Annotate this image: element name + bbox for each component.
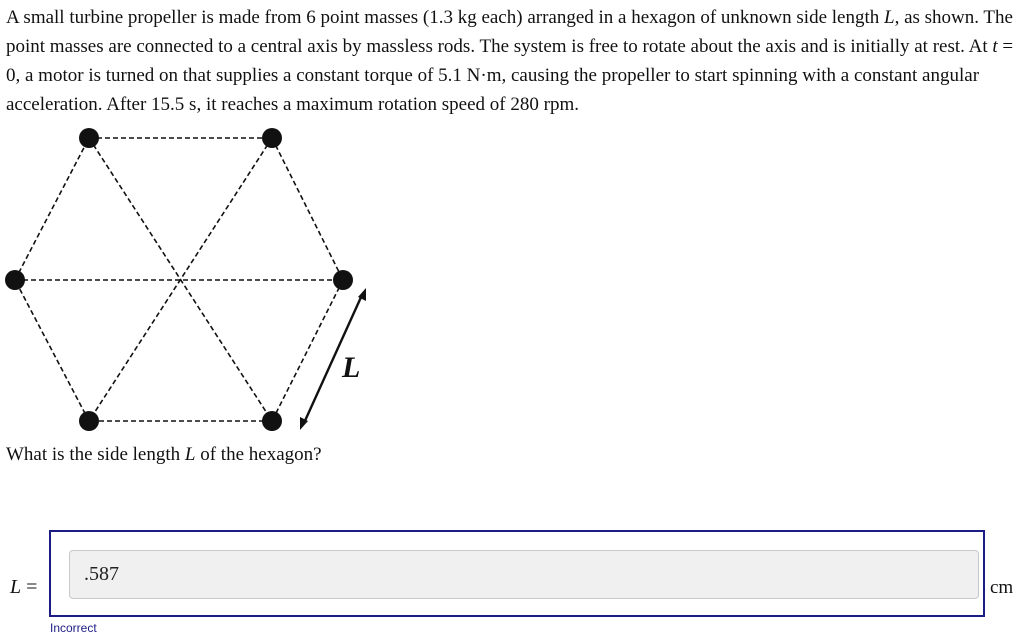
question-text xyxy=(6,440,322,469)
feedback-incorrect: Incorrect xyxy=(50,621,97,635)
hexagon-edge xyxy=(272,280,343,421)
problem-text-part3: = 0, a motor is turned on that supplies a constant torque of 5.1 N·m, causing the propeller to start spinning with a constant angular acceleration. After 15.5 s, it reaches a maximum rotation speed of 280 rpm. xyxy=(6,36,1014,115)
answer-label-var: L xyxy=(10,576,22,598)
point-mass xyxy=(262,128,282,148)
problem-var-L: L xyxy=(884,7,895,28)
problem-text-part1: A small turbine propeller is made from 6 point masses (1.3 kg each) arranged in a hexagon of unknown side length xyxy=(6,7,884,28)
problem-text xyxy=(6,3,1020,119)
question-var-L: L xyxy=(184,444,196,465)
hexagon-edge xyxy=(272,138,343,280)
point-mass xyxy=(5,270,25,290)
question-text-part1: What is the side length xyxy=(6,444,185,465)
answer-box xyxy=(49,530,985,617)
answer-input[interactable] xyxy=(69,550,979,599)
point-mass xyxy=(79,128,99,148)
answer-label xyxy=(10,573,37,601)
answer-label-eq: = xyxy=(21,576,38,598)
side-length-label: L xyxy=(342,351,361,384)
point-mass xyxy=(79,411,99,431)
hexagon-edge xyxy=(15,280,89,421)
hexagon-figure xyxy=(0,125,380,440)
problem-var-t: t xyxy=(992,36,998,57)
point-mass xyxy=(262,411,282,431)
hexagon-edge xyxy=(15,138,89,280)
question-text-part2: of the hexagon? xyxy=(195,444,322,465)
point-mass xyxy=(333,270,353,290)
problem-text-part2: , as shown. The point masses are connected to a central axis by massless rods. The system is free to rotate about the axis and is initially at rest. At xyxy=(6,7,1013,57)
answer-unit: cm xyxy=(990,577,1014,598)
